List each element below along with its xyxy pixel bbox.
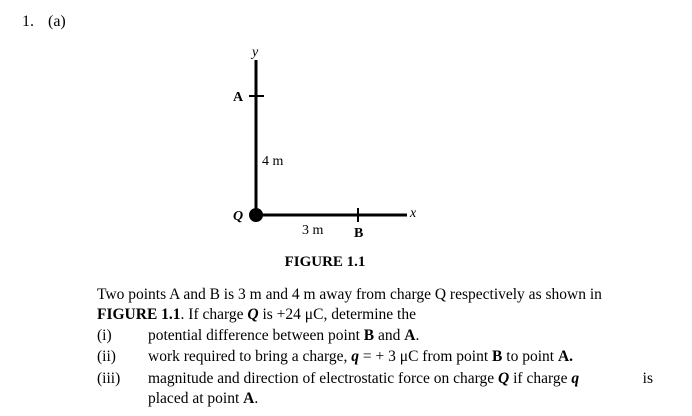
axis-y-label: y <box>252 45 259 60</box>
figure-caption: FIGURE 1.1 <box>284 254 366 270</box>
item-iii-text-cont: placed at point A. <box>148 390 259 407</box>
item-iii-text: magnitude and direction of electrostatic force on charge Q if charge q is <box>148 370 653 387</box>
point-b-label: B <box>354 226 364 241</box>
item-i-label: (i) <box>97 327 112 344</box>
item-ii-text: work required to bring a charge, q = + 3 μC from point B to point A. <box>148 348 574 365</box>
distance-3m-label: 3 m <box>302 223 324 238</box>
point-a-label: A <box>233 90 244 105</box>
intro-line-1: Two points A and B is 3 m and 4 m away from charge Q respectively as shown in <box>97 286 602 303</box>
charge-q-dot <box>249 208 263 222</box>
item-i-text: potential difference between point B and A. <box>148 327 420 344</box>
charge-q-label: Q <box>233 209 244 224</box>
intro-line-2: FIGURE 1.1. If charge Q is +24 μC, determine the <box>97 306 416 323</box>
question-part: (a) <box>48 13 66 30</box>
charge-Q-symbol: Q <box>247 306 259 323</box>
figure-ref: FIGURE 1.1 <box>97 306 181 323</box>
distance-4m-label: 4 m <box>262 154 284 169</box>
item-iii-label: (iii) <box>97 370 121 387</box>
question-number: 1. <box>22 13 34 30</box>
axis-x-label: x <box>410 206 417 221</box>
item-ii-label: (ii) <box>97 348 116 365</box>
